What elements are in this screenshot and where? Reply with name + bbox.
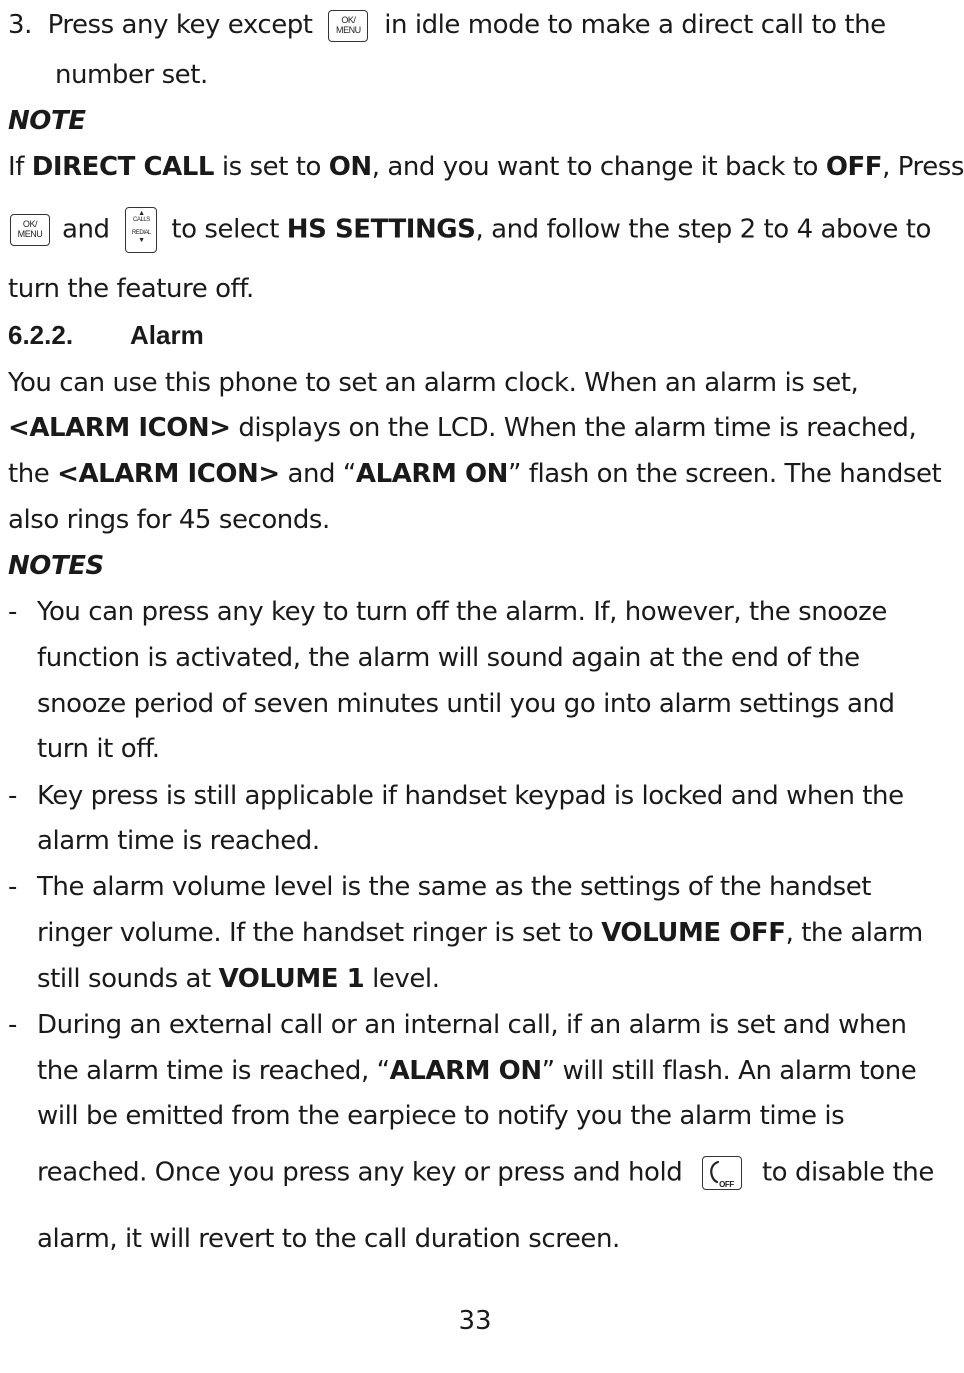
ok-menu-key-icon: OK/ MENU bbox=[10, 214, 50, 246]
step3-line1: 3. Press any key except OK/ MENU in idle mode to make a direct call to the bbox=[8, 10, 886, 40]
notes-item1-line1: You can press any key to turn off the alarm. If, however, the snooze bbox=[37, 597, 887, 627]
section-number: 6.2.2. bbox=[8, 320, 74, 350]
note-line3: turn the feature off. bbox=[8, 274, 254, 304]
notes-item2-line1: Key press is still applicable if handset keypad is locked and when the bbox=[37, 781, 904, 811]
alarm-para-line3: the <ALARM ICON> and “ALARM ON” flash on the screen. The handset bbox=[8, 459, 942, 489]
notes-item3-line1: The alarm volume level is the same as the settings of the handset bbox=[37, 872, 872, 902]
note-line2: OK/ MENU and ▲ CALLS REDIAL ▼ to select HS SETTINGS, and follow the step 2 to 4 above to bbox=[8, 207, 931, 253]
step-number: 3. bbox=[8, 10, 32, 40]
step3-line2: number set. bbox=[55, 60, 208, 90]
notes-heading: NOTES bbox=[8, 551, 104, 581]
alarm-para-line4: also rings for 45 seconds. bbox=[8, 505, 330, 535]
off-phone-key-icon: OFF bbox=[702, 1156, 742, 1190]
bullet-dash: - bbox=[8, 597, 18, 627]
bullet-dash: - bbox=[8, 781, 18, 811]
alarm-para-line2: <ALARM ICON> displays on the LCD. When the alarm time is reached, bbox=[8, 413, 917, 443]
bullet-dash: - bbox=[8, 1010, 18, 1040]
alarm-para-line1: You can use this phone to set an alarm clock. When an alarm is set, bbox=[8, 368, 859, 398]
section-title: Alarm bbox=[130, 320, 204, 350]
notes-item4-line3: will be emitted from the earpiece to notify you the alarm time is bbox=[37, 1101, 845, 1131]
note-heading: NOTE bbox=[8, 106, 86, 136]
note-line1: If DIRECT CALL is set to ON, and you want to change it back to OFF, Press bbox=[8, 152, 964, 182]
ok-menu-key-icon: OK/ MENU bbox=[328, 10, 368, 42]
calls-redial-key-icon: ▲ CALLS REDIAL ▼ bbox=[125, 207, 157, 253]
notes-item3-line2: ringer volume. If the handset ringer is set to VOLUME OFF, the alarm bbox=[37, 918, 923, 948]
notes-item4-line2: the alarm time is reached, “ALARM ON” will still flash. An alarm tone bbox=[37, 1056, 917, 1086]
notes-item3-line3: still sounds at VOLUME 1 level. bbox=[37, 964, 440, 994]
bullet-dash: - bbox=[8, 872, 18, 902]
notes-item1-line2: function is activated, the alarm will sound again at the end of the bbox=[37, 643, 860, 673]
notes-item4-line1: During an external call or an internal call, if an alarm is set and when bbox=[37, 1010, 907, 1040]
page-number: 33 bbox=[458, 1306, 492, 1336]
notes-item1-line4: turn it off. bbox=[37, 734, 160, 764]
notes-item2-line2: alarm time is reached. bbox=[37, 826, 320, 856]
notes-item1-line3: snooze period of seven minutes until you go into alarm settings and bbox=[37, 689, 895, 719]
notes-item4-line4: reached. Once you press any key or press and hold OFF to disable the bbox=[37, 1157, 934, 1189]
section-heading bbox=[8, 319, 204, 351]
notes-item4-line5: alarm, it will revert to the call duration screen. bbox=[37, 1224, 620, 1254]
